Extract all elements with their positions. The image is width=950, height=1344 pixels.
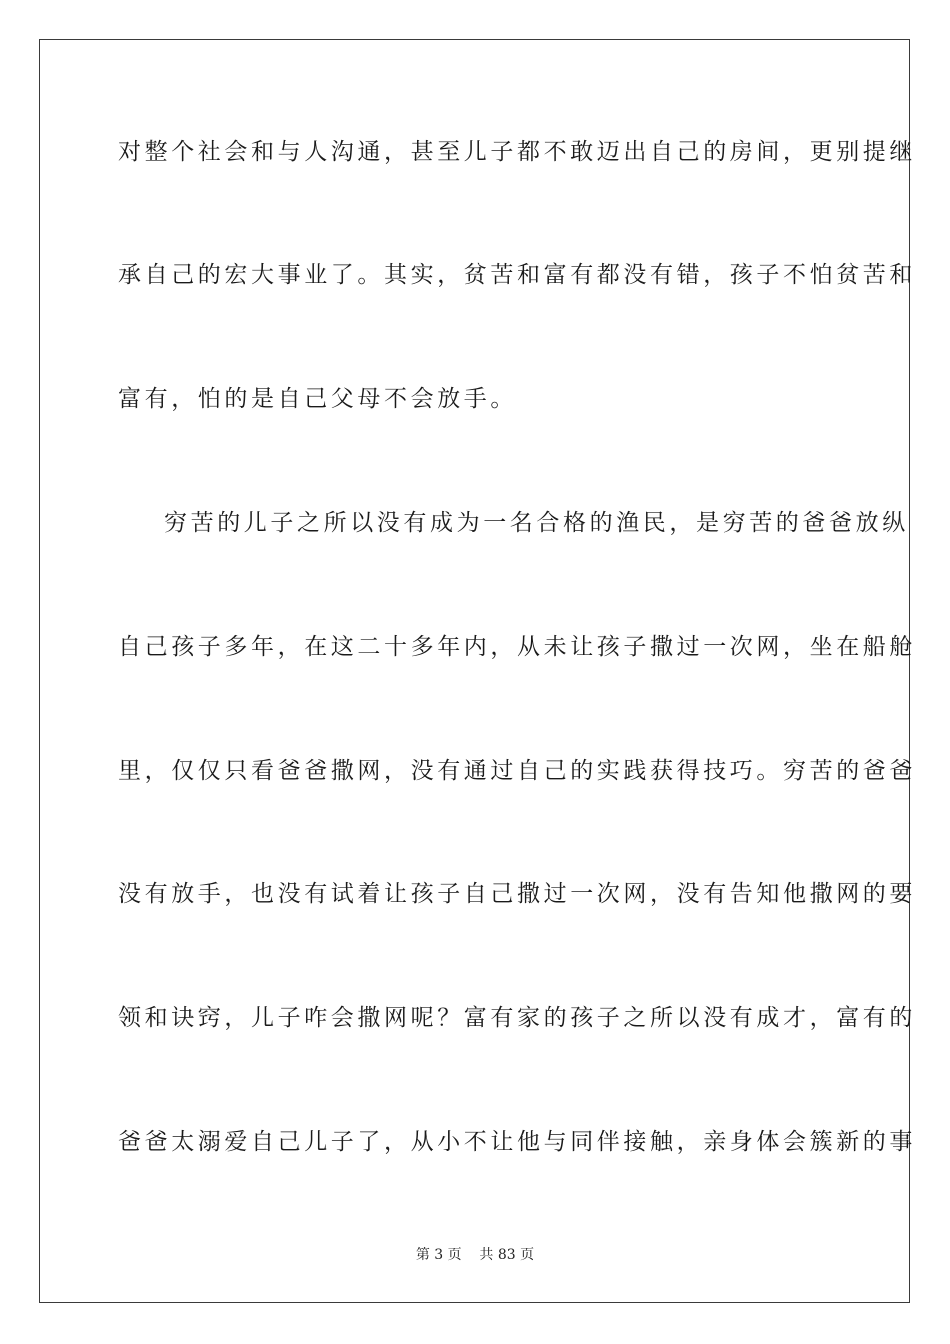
page-border [39,39,916,1303]
body-text-line: 承自己的宏大事业了。其实，贫苦和富有都没有错，孩子不怕贫苦和 [118,262,916,288]
body-text-line: 对整个社会和与人沟通，甚至儿子都不敢迈出自己的房间，更别提继 [118,139,916,165]
body-text-line: 富有，怕的是自己父母不会放手。 [118,386,517,412]
body-text-line: 爸爸太溺爱自己儿子了，从小不让他与同伴接触，亲身体会簇新的事 [118,1129,916,1155]
body-text-line: 自己孩子多年，在这二十多年内，从未让孩子撒过一次网，坐在船舱 [118,634,916,660]
body-text-line: 里，仅仅只看爸爸撒网，没有通过自己的实践获得技巧。穷苦的爸爸 [118,758,916,784]
body-text-line-indented: 穷苦的儿子之所以没有成为一名合格的渔民，是穷苦的爸爸放纵 [164,510,909,536]
body-text-line: 没有放手，也没有试着让孩子自己撒过一次网，没有告知他撒网的要 [118,881,916,907]
page-number: 第 3 页 共 83 页 [415,1247,535,1263]
body-text-line: 领和诀窍，儿子咋会撒网呢？富有家的孩子之所以没有成才，富有的 [118,1005,916,1031]
